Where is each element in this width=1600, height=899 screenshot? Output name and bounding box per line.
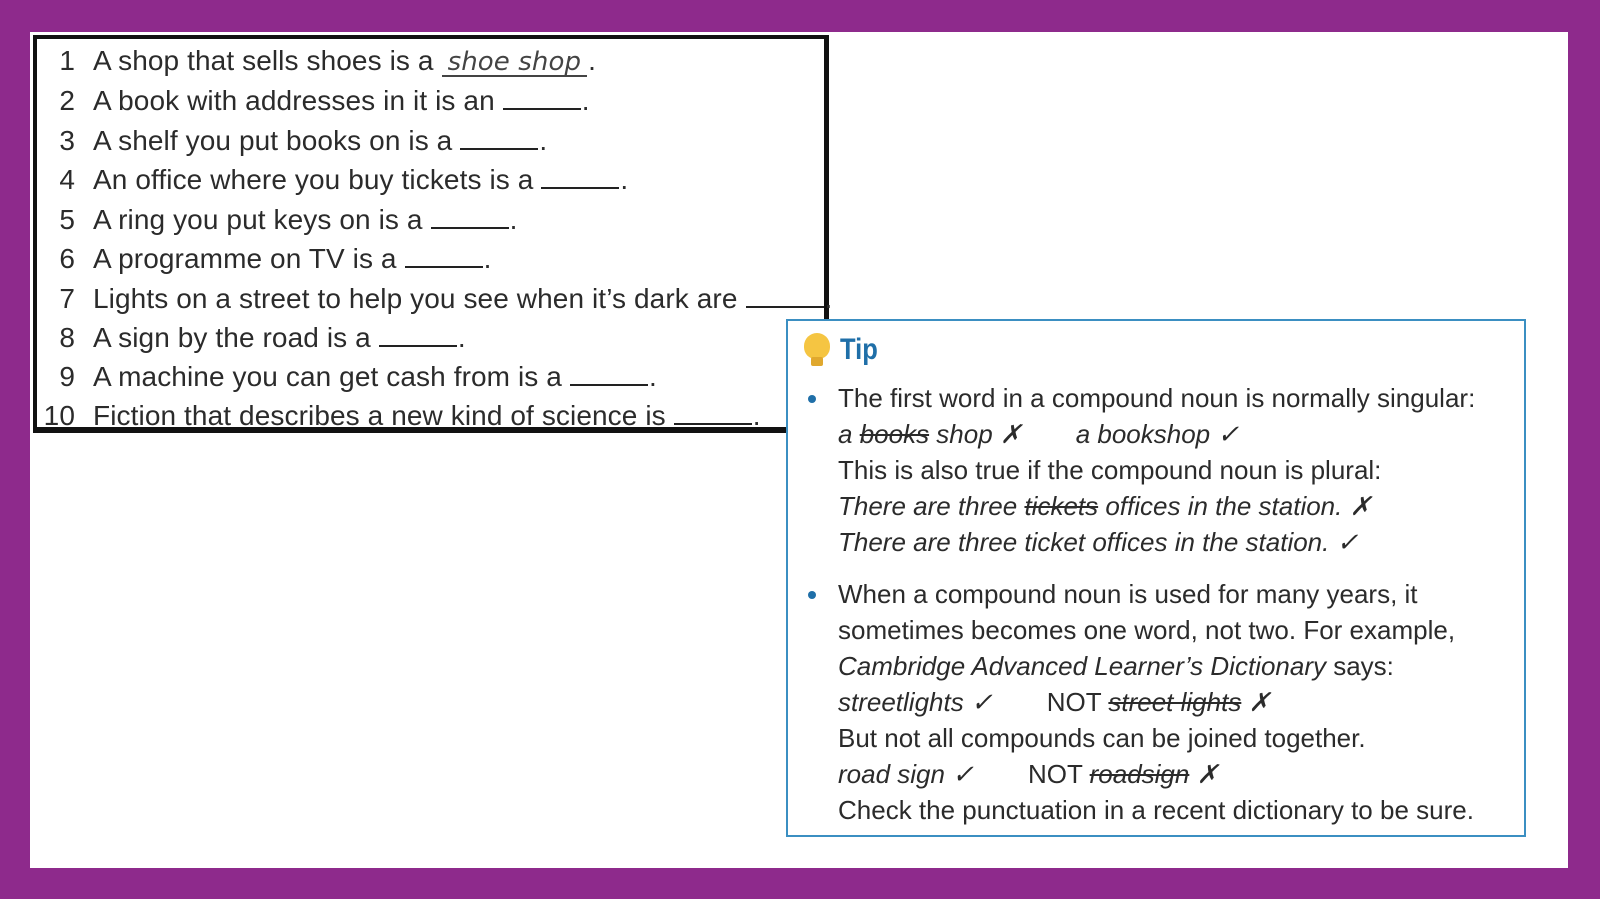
tip-title: Tip xyxy=(840,333,878,366)
exercise-box xyxy=(33,35,833,433)
tip-example: a books shop ✗ a bookshop ✓ xyxy=(838,419,1240,449)
item-end: . xyxy=(509,204,518,235)
lightbulb-icon xyxy=(804,333,830,367)
item-text: A book with addresses in it is an xyxy=(93,85,495,116)
tip-example: streetlights ✓ NOT street lights ✗ xyxy=(838,687,1271,717)
tip-text: The first word in a compound noun is normally singular: xyxy=(838,383,1476,413)
answer-blank[interactable] xyxy=(503,88,581,110)
tip-text: Check the punctuation in a recent dictionary to be sure. xyxy=(838,795,1474,825)
tip-box xyxy=(786,319,1526,837)
item-end: . xyxy=(648,361,657,392)
answer-blank[interactable] xyxy=(541,167,619,189)
exercise-item-5 xyxy=(37,204,517,242)
item-number: 3 xyxy=(59,125,75,156)
tip-text: But not all compounds can be joined together. xyxy=(838,723,1366,753)
answer-blank[interactable] xyxy=(431,207,509,229)
item-end: . xyxy=(588,45,596,76)
exercise-item-6 xyxy=(37,243,492,281)
answer-blank[interactable] xyxy=(674,403,752,425)
tip-text: This is also true if the compound noun is plural: xyxy=(838,455,1382,485)
item-text: Lights on a street to help you see when it’s dark are xyxy=(93,283,738,314)
exercise-item-8 xyxy=(37,322,466,360)
answer-blank[interactable] xyxy=(460,128,538,150)
item-end: . xyxy=(581,85,590,116)
bullet-icon xyxy=(808,395,816,403)
exercise-item-2 xyxy=(37,85,590,123)
item-text: A machine you can get cash from is a xyxy=(93,361,562,392)
tip-example: road sign ✓ NOT roadsign ✗ xyxy=(838,759,1219,789)
bullet-icon xyxy=(808,591,816,599)
item-end: . xyxy=(752,400,761,431)
exercise-item-10 xyxy=(37,400,761,438)
exercise-item-9 xyxy=(37,361,657,399)
item-end: . xyxy=(457,322,466,353)
tip-text: Cambridge Advanced Learner’s Dictionary says: xyxy=(838,651,1394,681)
answer-blank[interactable] xyxy=(405,246,483,268)
item-text: A programme on TV is a xyxy=(93,243,397,274)
worksheet-page xyxy=(30,32,1568,868)
item-number: 6 xyxy=(59,243,75,274)
exercise-item-7 xyxy=(37,283,832,321)
item-number: 2 xyxy=(59,85,75,116)
tip-example: There are three tickets offices in the station. ✗ xyxy=(838,491,1372,521)
item-answer: shoe shop xyxy=(442,49,588,77)
item-number: 10 xyxy=(43,400,75,431)
item-number: 9 xyxy=(59,361,75,392)
item-number: 4 xyxy=(59,164,75,195)
tip-header xyxy=(804,333,884,367)
item-text: Fiction that describes a new kind of science is xyxy=(93,400,666,431)
tip-text: sometimes becomes one word, not two. For example, xyxy=(838,615,1456,645)
item-number: 5 xyxy=(59,204,75,235)
answer-blank[interactable] xyxy=(379,325,457,347)
exercise-item-3 xyxy=(37,125,547,163)
item-text: A shop that sells shoes is a xyxy=(93,45,434,76)
answer-blank[interactable] xyxy=(570,364,648,386)
answer-blank[interactable] xyxy=(746,286,824,308)
item-number: 8 xyxy=(59,322,75,353)
exercise-item-1 xyxy=(37,45,596,83)
tip-example: There are three ticket offices in the station. ✓ xyxy=(838,527,1359,557)
exercise-item-4 xyxy=(37,164,628,202)
item-text: A shelf you put books on is a xyxy=(93,125,453,156)
item-text: A sign by the road is a xyxy=(93,322,371,353)
item-number: 7 xyxy=(59,283,75,314)
item-end: . xyxy=(620,164,629,195)
item-end: . xyxy=(483,243,492,274)
item-end: . xyxy=(539,125,548,156)
item-text: An office where you buy tickets is a xyxy=(93,164,534,195)
tip-text: When a compound noun is used for many years, it xyxy=(838,579,1418,609)
item-end: . xyxy=(824,283,833,314)
item-number: 1 xyxy=(59,45,75,76)
item-text: A ring you put keys on is a xyxy=(93,204,423,235)
